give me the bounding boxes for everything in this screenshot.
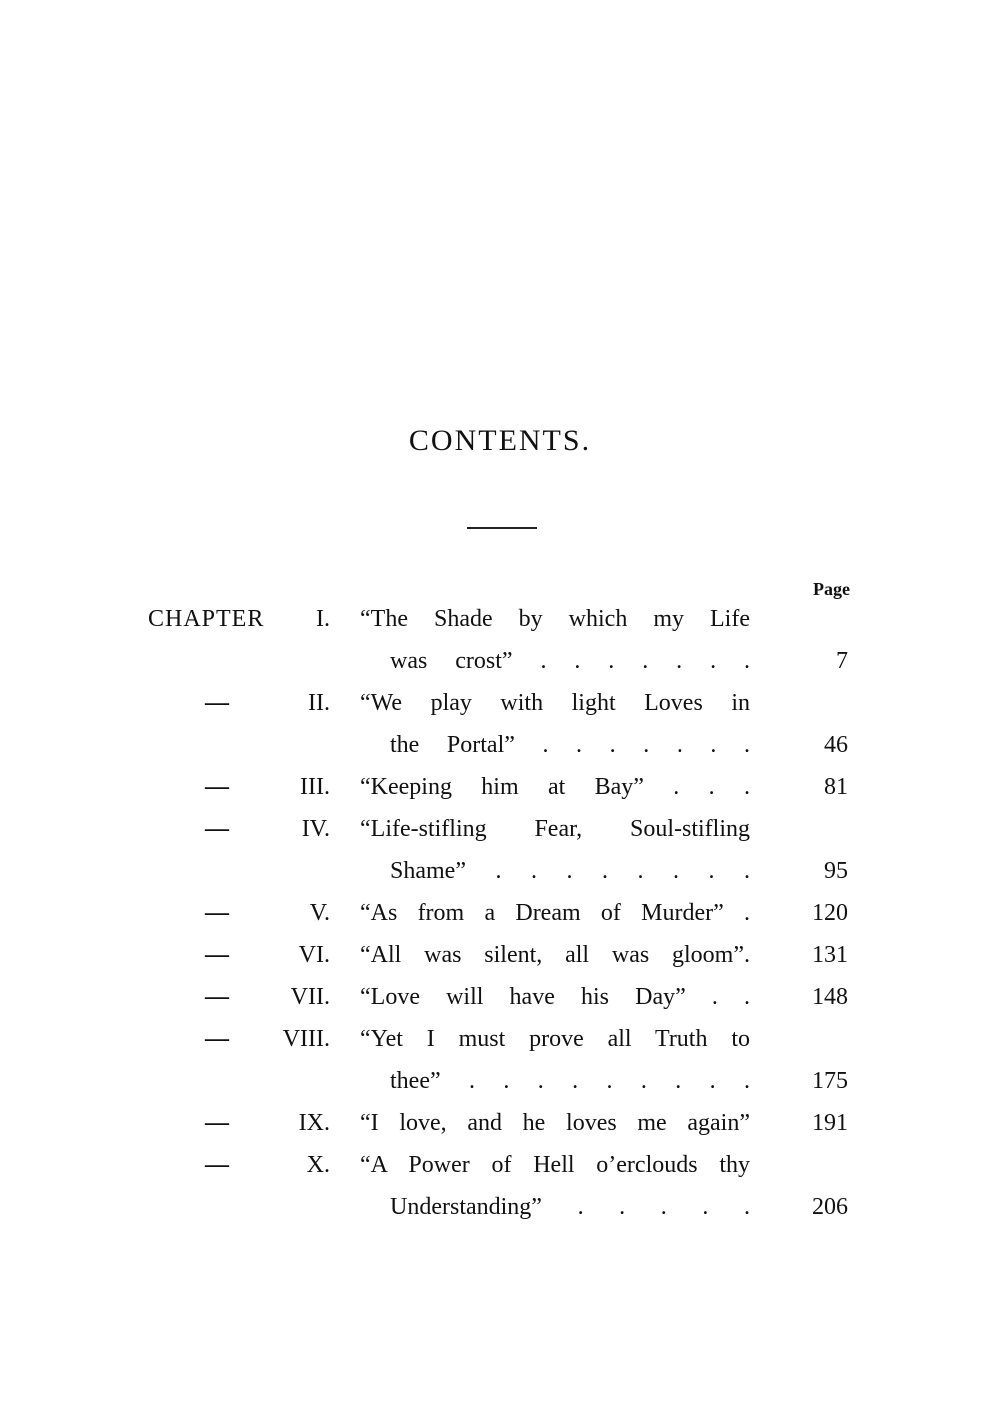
chapter-numeral: X. — [306, 1152, 330, 1178]
chapter-numeral: I. — [316, 606, 330, 632]
chapter-title-line: “We play with light Loves in — [360, 690, 750, 716]
page-number: 95 — [824, 858, 848, 884]
chapter-numeral: VIII. — [282, 1026, 330, 1052]
chapter-title-line: thee” . . . . . . . . . — [390, 1068, 750, 1094]
chapter-title-line: “As from a Dream of Murder” . — [360, 900, 750, 926]
ditto-dash: — — [205, 942, 229, 968]
chapter-numeral: IV. — [301, 816, 330, 842]
chapter-title-line: “Keeping him at Bay” . . . — [360, 774, 750, 800]
chapter-title-line: was crost” . . . . . . . — [390, 648, 750, 674]
chapter-numeral: V. — [309, 900, 330, 926]
chapter-title-line: “Love will have his Day” . . — [360, 984, 750, 1010]
toc-entry-chapter-4 — [0, 811, 1000, 847]
chapter-title-line: “The Shade by which my Life — [360, 606, 750, 632]
page-number: 191 — [812, 1110, 848, 1136]
toc-entry-chapter-8-cont — [0, 1063, 1000, 1099]
toc-entry-chapter-2-cont — [0, 727, 1000, 763]
heading-rule — [467, 527, 537, 529]
page-number: 81 — [824, 774, 848, 800]
ditto-dash: — — [205, 1026, 229, 1052]
contents-heading: CONTENTS. — [408, 424, 592, 457]
page-number: 131 — [812, 942, 848, 968]
ditto-dash: — — [205, 1152, 229, 1178]
chapter-title-line: Shame” . . . . . . . . — [390, 858, 750, 884]
toc-entry-chapter-3 — [0, 769, 1000, 805]
chapter-title-line: “Life-stifling Fear, Soul-stifling — [360, 816, 750, 842]
page-number: 7 — [836, 648, 848, 674]
toc-entry-chapter-6 — [0, 937, 1000, 973]
chapter-prefix: CHAPTER — [148, 606, 265, 632]
toc-entry-chapter-5 — [0, 895, 1000, 931]
chapter-title-line: “A Power of Hell o’erclouds thy — [360, 1152, 750, 1178]
ditto-dash: — — [205, 816, 229, 842]
toc-entry-chapter-10-cont — [0, 1189, 1000, 1225]
toc-entry-chapter-8 — [0, 1021, 1000, 1057]
ditto-dash: — — [205, 984, 229, 1010]
ditto-dash: — — [205, 774, 229, 800]
page-number: 175 — [812, 1068, 848, 1094]
chapter-title-line: Understanding” . . . . . — [390, 1194, 750, 1220]
toc-entry-chapter-1 — [0, 601, 1000, 637]
toc-entry-chapter-9 — [0, 1105, 1000, 1141]
ditto-dash: — — [205, 1110, 229, 1136]
ditto-dash: — — [205, 900, 229, 926]
page-number: 46 — [824, 732, 848, 758]
chapter-numeral: III. — [300, 774, 330, 800]
chapter-title-line: the Portal” . . . . . . . — [390, 732, 750, 758]
chapter-numeral: IX. — [298, 1110, 330, 1136]
chapter-title-line: “Yet I must prove all Truth to — [360, 1026, 750, 1052]
ditto-dash: — — [205, 690, 229, 716]
chapter-numeral: VII. — [290, 984, 330, 1010]
chapter-title-line: “All was silent, all was gloom”. — [360, 942, 750, 968]
toc-entry-chapter-4-cont — [0, 853, 1000, 889]
toc-entry-chapter-10 — [0, 1147, 1000, 1183]
chapter-title-line: “I love, and he loves me again” — [360, 1110, 750, 1136]
toc-entry-chapter-2 — [0, 685, 1000, 721]
page-number: 206 — [812, 1194, 848, 1220]
page-number: 148 — [812, 984, 848, 1010]
toc-entry-chapter-1-cont — [0, 643, 1000, 679]
chapter-numeral: II. — [308, 690, 330, 716]
page-number: 120 — [812, 900, 848, 926]
page-column-header: Page — [813, 579, 850, 599]
chapter-numeral: VI. — [298, 942, 330, 968]
toc-entry-chapter-7 — [0, 979, 1000, 1015]
